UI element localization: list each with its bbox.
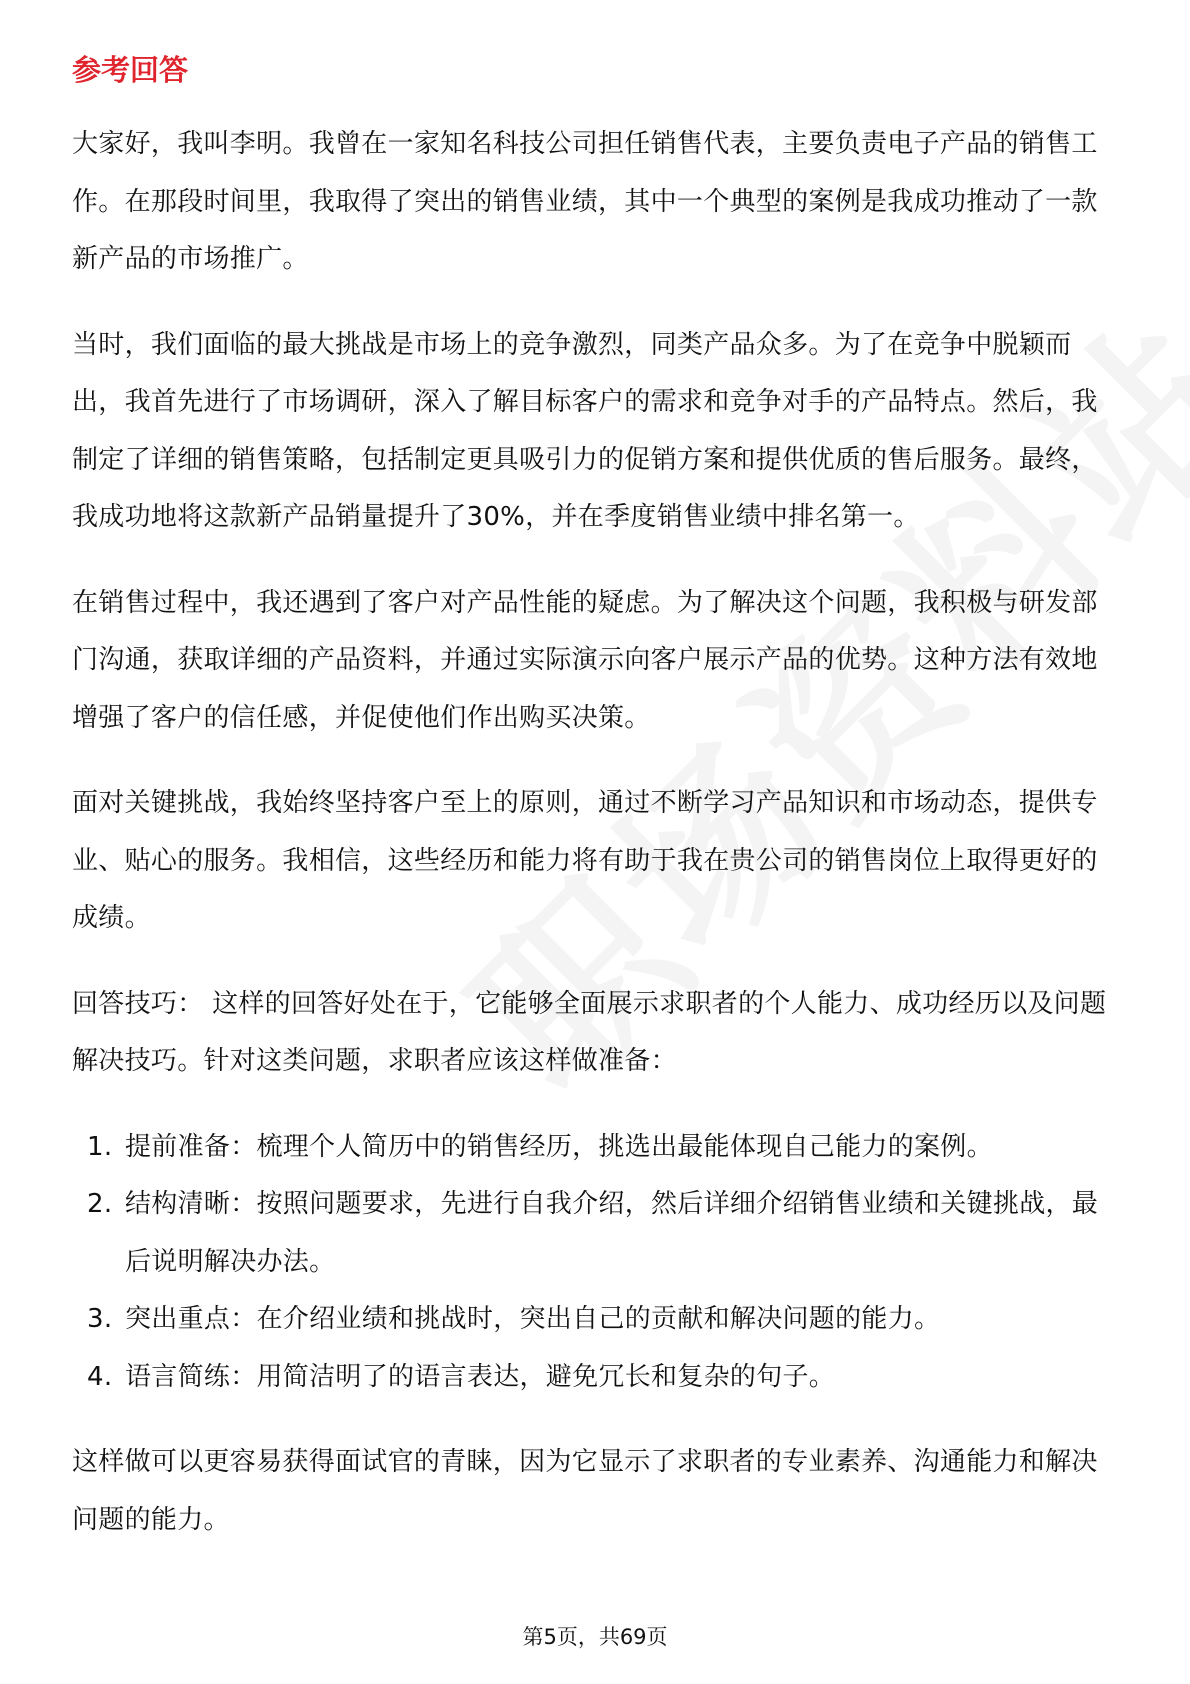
list-item — [72, 1291, 1122, 1349]
list-item — [72, 1176, 1122, 1291]
paragraph-summary: 面对关键挑战，我始终坚持客户至上的原则，通过不断学习产品知识和市场动态，提供专业、贴心的服务。我相信，这些经历和能力将有助于我在贵公司的销售岗位上取得更好的成绩。 — [72, 788, 1098, 933]
paragraph-closing: 这样做可以更容易获得面试官的青睐，因为它显示了求职者的专业素养、沟通能力和解决问题的能力。 — [72, 1447, 1098, 1535]
list-item-text: 突出重点：在介绍业绩和挑战时，突出自己的贡献和解决问题的能力。 — [125, 1304, 941, 1334]
paragraph-intro: 大家好，我叫李明。我曾在一家知名科技公司担任销售代表，主要负责电子产品的销售工作。在那段时间里，我取得了突出的销售业绩，其中一个典型的案例是我成功推动了一款新产品的市场推广。 — [72, 129, 1098, 274]
list-item-number: 1. — [87, 1131, 113, 1162]
list-item — [72, 1119, 1122, 1177]
section-heading: 参考回答 — [72, 53, 189, 87]
list-item-number: 3. — [87, 1304, 113, 1334]
paragraph-process: 在销售过程中，我还遇到了客户对产品性能的疑虑。为了解决这个问题，我积极与研发部门沟通，获取详细的产品资料，并通过实际演示向客户展示产品的优势。这种方法有效地增强了客户的信任感，并促使他们作出购买决策。 — [72, 587, 1098, 733]
list-item-number: 4. — [87, 1361, 113, 1392]
list-item-text: 结构清晰：按照问题要求，先进行自我介绍，然后详细介绍销售业绩和关键挑战，最后说明解决办法。 — [125, 1189, 1099, 1277]
tips-list — [72, 1119, 1122, 1407]
list-item-text: 提前准备：梳理个人简历中的销售经历，挑选出最能体现自己能力的案例。 — [125, 1131, 993, 1162]
paragraph-challenge: 当时，我们面临的最大挑战是市场上的竞争激烈，同类产品众多。为了在竞争中脱颖而出，我首先进行了市场调研，深入了解目标客户的需求和竞争对手的产品特点。然后，我制定了详细的销售策略，包括制定更具吸引力的促销方案和提供优质的售后服务。最终，我成功地将这款新产品销量提升了30%，并在季度销售业绩中排名第一。 — [72, 329, 1098, 532]
answer-body — [72, 116, 1122, 1577]
paragraph-tips-intro: 回答技巧： 这样的回答好处在于，它能够全面展示求职者的个人能力、成功经历以及问题解决技巧。针对这类问题，求职者应该这样做准备： — [72, 988, 1107, 1076]
list-item-text: 语言简练：用简洁明了的语言表达，避免冗长和复杂的句子。 — [125, 1361, 836, 1392]
page-number: 第5页，共69页 — [522, 1625, 668, 1649]
list-item — [72, 1349, 1122, 1407]
list-item-number: 2. — [87, 1189, 113, 1219]
